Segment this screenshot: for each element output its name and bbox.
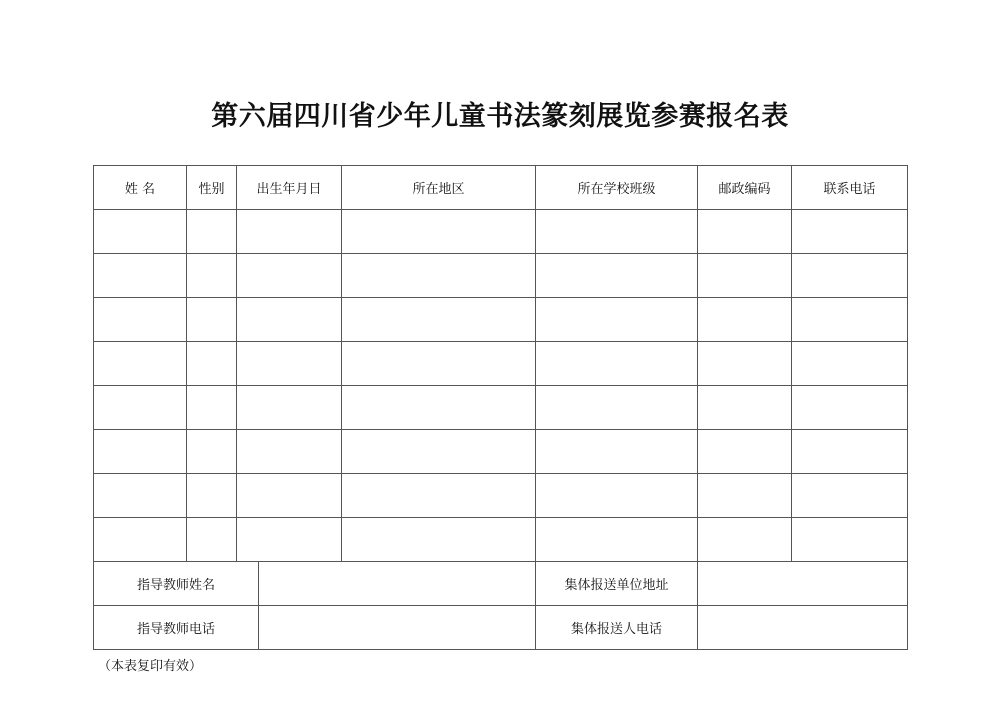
name-cell[interactable] bbox=[94, 210, 187, 254]
teacher-name-label: 指导教师姓名 bbox=[94, 562, 259, 606]
name-cell[interactable] bbox=[94, 474, 187, 518]
phone-cell[interactable] bbox=[792, 518, 908, 562]
group-sender-phone-field[interactable] bbox=[698, 606, 908, 650]
school-class-cell[interactable] bbox=[536, 386, 698, 430]
header-school-class: 所在学校班级 bbox=[536, 166, 698, 210]
region-cell[interactable] bbox=[342, 342, 536, 386]
birthdate-cell[interactable] bbox=[237, 518, 342, 562]
name-cell[interactable] bbox=[94, 430, 187, 474]
school-class-cell[interactable] bbox=[536, 254, 698, 298]
school-class-cell[interactable] bbox=[536, 474, 698, 518]
table-row bbox=[94, 386, 908, 430]
phone-cell[interactable] bbox=[792, 430, 908, 474]
gender-cell[interactable] bbox=[187, 386, 237, 430]
header-postcode: 邮政编码 bbox=[698, 166, 792, 210]
table-row bbox=[94, 474, 908, 518]
registration-form bbox=[93, 165, 907, 650]
phone-cell[interactable] bbox=[792, 254, 908, 298]
birthdate-cell[interactable] bbox=[237, 254, 342, 298]
teacher-phone-label: 指导教师电话 bbox=[94, 606, 259, 650]
gender-cell[interactable] bbox=[187, 474, 237, 518]
school-class-cell[interactable] bbox=[536, 298, 698, 342]
table-row bbox=[94, 254, 908, 298]
birthdate-cell[interactable] bbox=[237, 210, 342, 254]
name-cell[interactable] bbox=[94, 386, 187, 430]
school-class-cell[interactable] bbox=[536, 210, 698, 254]
copy-valid-note: （本表复印有效） bbox=[98, 659, 203, 674]
region-cell[interactable] bbox=[342, 254, 536, 298]
entry-rows bbox=[94, 210, 908, 562]
birthdate-cell[interactable] bbox=[237, 342, 342, 386]
name-cell[interactable] bbox=[94, 298, 187, 342]
group-unit-address-field[interactable] bbox=[698, 562, 908, 606]
postcode-cell[interactable] bbox=[698, 518, 792, 562]
birthdate-cell[interactable] bbox=[237, 430, 342, 474]
name-cell[interactable] bbox=[94, 342, 187, 386]
gender-cell[interactable] bbox=[187, 210, 237, 254]
gender-cell[interactable] bbox=[187, 342, 237, 386]
group-unit-address-label: 集体报送单位地址 bbox=[536, 562, 698, 606]
school-class-cell[interactable] bbox=[536, 518, 698, 562]
table-row bbox=[94, 210, 908, 254]
header-gender: 性别 bbox=[187, 166, 237, 210]
teacher-phone-row bbox=[94, 606, 908, 650]
name-cell[interactable] bbox=[94, 518, 187, 562]
group-sender-phone-label: 集体报送人电话 bbox=[536, 606, 698, 650]
postcode-cell[interactable] bbox=[698, 210, 792, 254]
gender-cell[interactable] bbox=[187, 518, 237, 562]
birthdate-cell[interactable] bbox=[237, 386, 342, 430]
postcode-cell[interactable] bbox=[698, 474, 792, 518]
table-row bbox=[94, 298, 908, 342]
header-region: 所在地区 bbox=[342, 166, 536, 210]
school-class-cell[interactable] bbox=[536, 430, 698, 474]
phone-cell[interactable] bbox=[792, 210, 908, 254]
registration-table bbox=[93, 165, 908, 650]
postcode-cell[interactable] bbox=[698, 298, 792, 342]
teacher-name-row bbox=[94, 562, 908, 606]
postcode-cell[interactable] bbox=[698, 386, 792, 430]
postcode-cell[interactable] bbox=[698, 430, 792, 474]
region-cell[interactable] bbox=[342, 210, 536, 254]
region-cell[interactable] bbox=[342, 518, 536, 562]
gender-cell[interactable] bbox=[187, 254, 237, 298]
teacher-name-field[interactable] bbox=[259, 562, 536, 606]
school-class-cell[interactable] bbox=[536, 342, 698, 386]
header-birthdate: 出生年月日 bbox=[237, 166, 342, 210]
header-name: 姓 名 bbox=[94, 166, 187, 210]
postcode-cell[interactable] bbox=[698, 254, 792, 298]
gender-cell[interactable] bbox=[187, 298, 237, 342]
region-cell[interactable] bbox=[342, 474, 536, 518]
postcode-cell[interactable] bbox=[698, 342, 792, 386]
table-row bbox=[94, 430, 908, 474]
phone-cell[interactable] bbox=[792, 298, 908, 342]
name-cell[interactable] bbox=[94, 254, 187, 298]
phone-cell[interactable] bbox=[792, 386, 908, 430]
region-cell[interactable] bbox=[342, 430, 536, 474]
region-cell[interactable] bbox=[342, 298, 536, 342]
table-row bbox=[94, 518, 908, 562]
birthdate-cell[interactable] bbox=[237, 298, 342, 342]
region-cell[interactable] bbox=[342, 386, 536, 430]
phone-cell[interactable] bbox=[792, 474, 908, 518]
teacher-phone-field[interactable] bbox=[259, 606, 536, 650]
birthdate-cell[interactable] bbox=[237, 474, 342, 518]
table-row bbox=[94, 342, 908, 386]
form-title: 第六届四川省少年儿童书法篆刻展览参赛报名表 bbox=[211, 101, 789, 132]
phone-cell[interactable] bbox=[792, 342, 908, 386]
header-phone: 联系电话 bbox=[792, 166, 908, 210]
header-row bbox=[94, 166, 908, 210]
gender-cell[interactable] bbox=[187, 430, 237, 474]
